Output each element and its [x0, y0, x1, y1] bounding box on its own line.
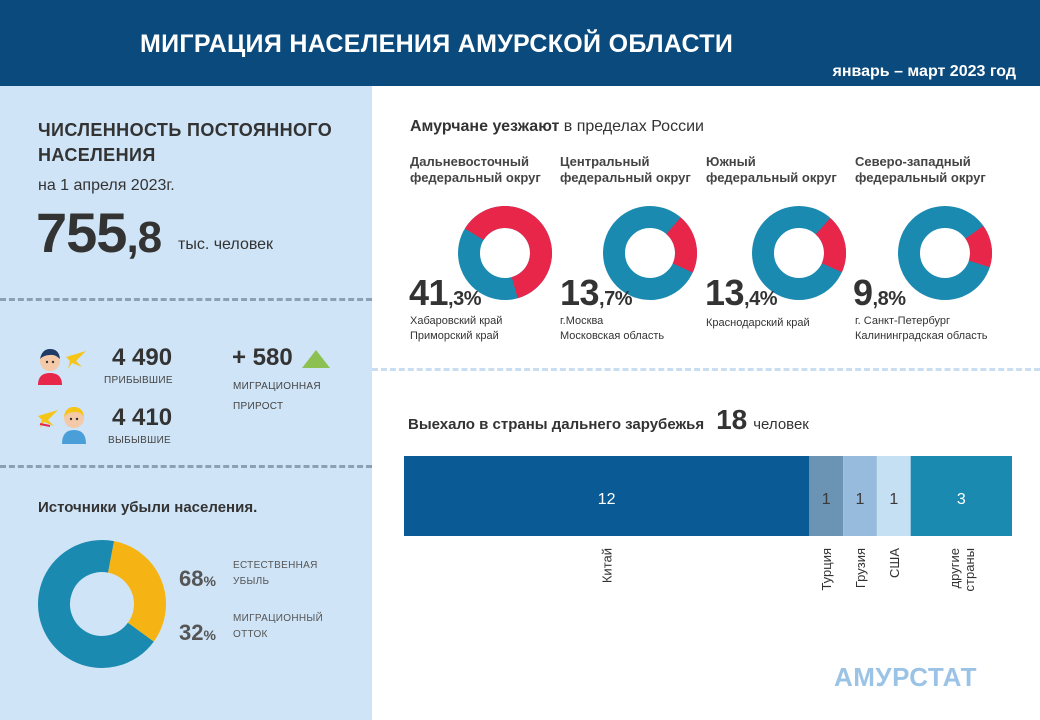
departed-label: ВЫБЫВШИЕ — [108, 435, 172, 446]
city-item: г. Санкт-Петербург — [855, 315, 951, 327]
city-item: Хабаровский край — [410, 315, 503, 327]
donut-slice — [111, 557, 150, 632]
migration-outflow-pct — [179, 620, 216, 646]
district-name: Южный федеральный округ — [706, 154, 837, 185]
district-cities — [410, 314, 570, 344]
city-item: Краснодарский край — [706, 317, 810, 329]
migration-outflow-pct-unit: % — [203, 627, 216, 643]
city-item: г.Москва — [560, 315, 604, 327]
district-pct — [560, 272, 632, 314]
district-pct-int: 9 — [853, 272, 873, 313]
district-pct — [853, 272, 906, 314]
bar-category-label: США — [886, 548, 902, 578]
bar-category-label: Турция — [819, 548, 835, 591]
abroad-bar-chart — [404, 456, 1012, 636]
bar-category-label: страны — [961, 548, 977, 592]
sources-title: Источники убыли населения. — [38, 499, 258, 516]
bar-value-label: 3 — [956, 491, 966, 508]
population-value-frac: ,8 — [126, 213, 162, 262]
district-pct-int: 13 — [705, 272, 745, 313]
abroad-title — [408, 404, 809, 436]
district-donut-chart — [898, 206, 992, 300]
bar-value-label: 12 — [597, 491, 616, 508]
period-label: январь – март 2023 год — [832, 63, 1016, 80]
russia-section-title — [410, 118, 704, 136]
bar-category-label: Грузия — [853, 548, 868, 589]
natural-loss-pct — [179, 566, 216, 592]
arrived-label: ПРИБЫВШИЕ — [104, 375, 173, 386]
migration-outflow-pct-value: 32 — [179, 620, 204, 645]
growth-label: МИГРАЦИОННАЯ ПРИРОСТ — [233, 381, 321, 412]
growth-up-icon — [302, 350, 330, 368]
city-item: Калининградская область — [855, 330, 988, 342]
district-name: Северо-западный федеральный округ — [855, 154, 986, 185]
bar-value-label: 1 — [889, 491, 899, 508]
arrived-person-icon — [36, 345, 88, 387]
migration-outflow-label: МИГРАЦИОННЫЙ ОТТОК — [233, 613, 324, 640]
bar-category-label: Китай — [599, 548, 615, 584]
population-title: ЧИСЛЕННОСТЬ ПОСТОЯННОГО НАСЕЛЕНИЯ — [38, 120, 333, 165]
header-banner — [0, 0, 1040, 86]
population-value — [36, 200, 161, 265]
russia-title-rest: в пределах России — [559, 118, 704, 135]
arrived-value: 4 490 — [112, 344, 173, 371]
district-cities — [855, 314, 1015, 344]
abroad-total: 18 — [716, 404, 748, 435]
district-pct-frac: ,7% — [599, 288, 633, 310]
district-pct-int: 41 — [409, 272, 449, 313]
district-cities — [560, 314, 720, 344]
natural-loss-pct-value: 68 — [179, 566, 204, 591]
natural-loss-pct-unit: % — [203, 573, 216, 589]
natural-loss-label: ЕСТЕСТВЕННАЯ УБЫЛЬ — [233, 560, 318, 587]
donut-slice-highlight — [673, 226, 686, 268]
district-pct — [409, 272, 481, 314]
divider — [0, 298, 372, 301]
russia-title-bold: Амурчане уезжают — [410, 118, 560, 135]
divider — [0, 465, 372, 468]
donut-slice-highlight — [974, 232, 981, 264]
bar-value-label: 1 — [855, 491, 865, 508]
section-divider — [372, 368, 1040, 371]
bar-category-label: другие — [946, 548, 962, 589]
district-pct-int: 13 — [560, 272, 600, 313]
district-name: Дальневосточный федеральный округ — [410, 154, 541, 185]
district-cities — [706, 316, 866, 331]
page-title: МИГРАЦИЯ НАСЕЛЕНИЯ АМУРСКОЙ ОБЛАСТИ — [140, 30, 734, 58]
donut-slice-highlight — [823, 226, 835, 268]
sources-donut-chart — [36, 538, 168, 670]
population-value-int: 755 — [36, 201, 127, 264]
abroad-title-text: Выехало в страны дальнего зарубежья — [408, 416, 705, 433]
abroad-unit: человек — [753, 416, 809, 433]
departed-value: 4 410 — [112, 404, 173, 431]
district-pct-frac: ,3% — [448, 288, 482, 310]
departed-person-icon — [36, 404, 88, 446]
growth-value: + 580 — [232, 344, 293, 371]
population-unit: тыс. человек — [178, 236, 274, 253]
city-item: Московская область — [560, 330, 665, 342]
population-date: на 1 апреля 2023г. — [38, 177, 175, 194]
bar-value-label: 1 — [821, 491, 831, 508]
city-item: Приморский край — [410, 330, 499, 342]
district-name: Центральный федеральный округ — [560, 154, 691, 185]
brand-logo: АМУРСТАТ — [834, 662, 978, 692]
district-pct-frac: ,8% — [872, 288, 906, 310]
district-pct-frac: ,4% — [744, 288, 778, 310]
district-pct — [705, 272, 777, 314]
